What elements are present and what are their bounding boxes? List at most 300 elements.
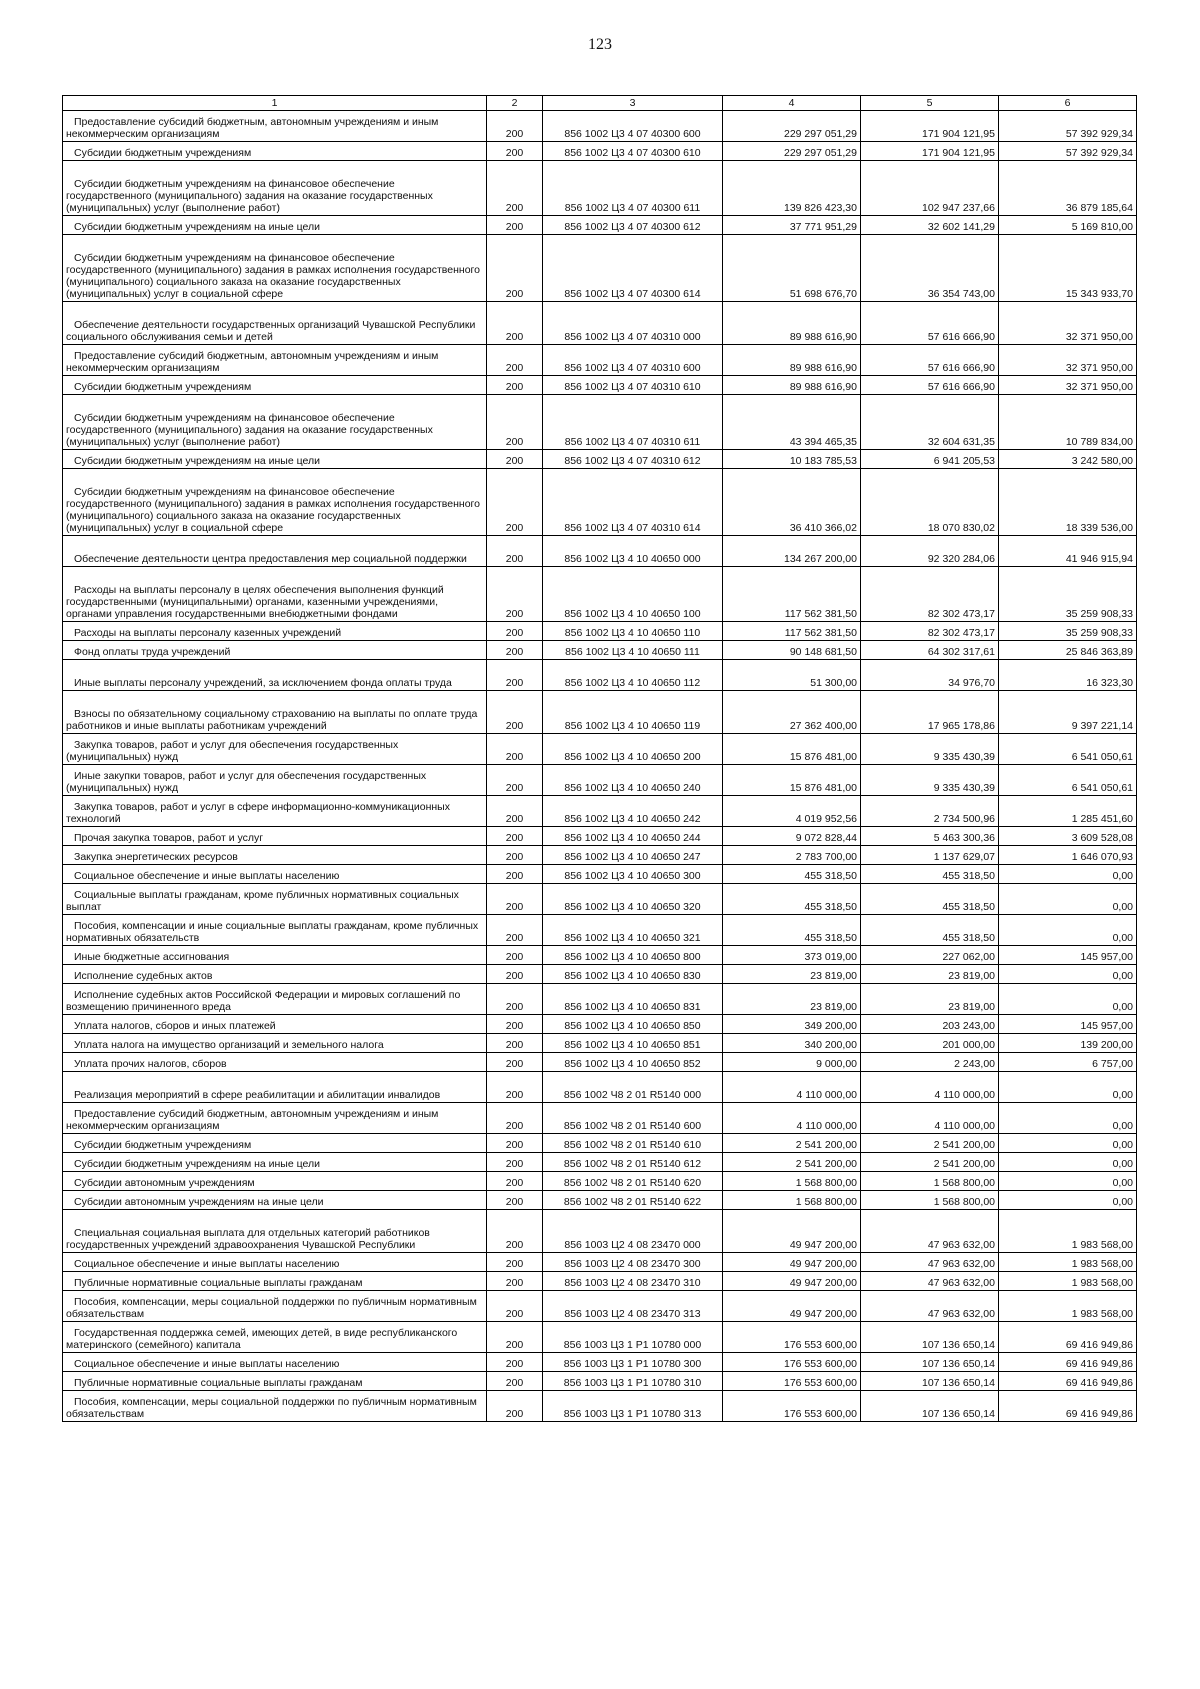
row-budget-code: 856 1003 Ц2 4 08 23470 313 <box>543 1291 723 1322</box>
row-admin-code: 200 <box>487 1053 543 1072</box>
budget-execution-table <box>62 95 1137 1422</box>
row-admin-code: 200 <box>487 827 543 846</box>
row-admin-code: 200 <box>487 1391 543 1422</box>
row-remaining-amount: 0,00 <box>999 1153 1137 1172</box>
row-name: Закупка энергетических ресурсов <box>63 846 487 865</box>
row-approved-amount: 89 988 616,90 <box>723 345 861 376</box>
row-approved-amount: 176 553 600,00 <box>723 1372 861 1391</box>
row-name: Социальные выплаты гражданам, кроме публичных нормативных социальных выплат <box>63 884 487 915</box>
row-remaining-amount: 16 323,30 <box>999 660 1137 691</box>
row-admin-code: 200 <box>487 345 543 376</box>
row-executed-amount: 82 302 473,17 <box>861 567 999 622</box>
row-name: Специальная социальная выплата для отдельных категорий работников государственных учреждений здравоохранения Чувашской Республики <box>63 1210 487 1253</box>
row-admin-code: 200 <box>487 216 543 235</box>
row-executed-amount: 455 318,50 <box>861 915 999 946</box>
row-admin-code: 200 <box>487 734 543 765</box>
table-row <box>63 1053 1137 1072</box>
row-name: Пособия, компенсации, меры социальной поддержки по публичным нормативным обязательствам <box>63 1391 487 1422</box>
row-admin-code: 200 <box>487 965 543 984</box>
column-number-row <box>63 96 1137 111</box>
row-budget-code: 856 1002 Ц3 4 10 40650 321 <box>543 915 723 946</box>
row-name: Пособия, компенсации и иные социальные выплаты гражданам, кроме публичных нормативных обязательств <box>63 915 487 946</box>
column-header: 2 <box>487 96 543 111</box>
row-budget-code: 856 1002 Ц3 4 10 40650 240 <box>543 765 723 796</box>
row-executed-amount: 23 819,00 <box>861 984 999 1015</box>
row-remaining-amount: 32 371 950,00 <box>999 345 1137 376</box>
row-admin-code: 200 <box>487 1272 543 1291</box>
row-admin-code: 200 <box>487 1291 543 1322</box>
row-name: Обеспечение деятельности центра предоставления мер социальной поддержки <box>63 536 487 567</box>
row-remaining-amount: 10 789 834,00 <box>999 395 1137 450</box>
table-row <box>63 846 1137 865</box>
table-row <box>63 536 1137 567</box>
row-admin-code: 200 <box>487 235 543 302</box>
row-name: Субсидии бюджетным учреждениям <box>63 142 487 161</box>
table-row <box>63 161 1137 216</box>
row-executed-amount: 34 976,70 <box>861 660 999 691</box>
row-admin-code: 200 <box>487 1015 543 1034</box>
row-approved-amount: 349 200,00 <box>723 1015 861 1034</box>
row-approved-amount: 49 947 200,00 <box>723 1210 861 1253</box>
row-name: Уплата налога на имущество организаций и земельного налога <box>63 1034 487 1053</box>
row-remaining-amount: 0,00 <box>999 1172 1137 1191</box>
row-name: Фонд оплаты труда учреждений <box>63 641 487 660</box>
row-executed-amount: 227 062,00 <box>861 946 999 965</box>
row-admin-code: 200 <box>487 796 543 827</box>
row-name: Обеспечение деятельности государственных организаций Чувашской Республики социального обслуживания семьи и детей <box>63 302 487 345</box>
row-name: Предоставление субсидий бюджетным, автономным учреждениям и иным некоммерческим организациям <box>63 1103 487 1134</box>
row-admin-code: 200 <box>487 161 543 216</box>
row-name: Социальное обеспечение и иные выплаты населению <box>63 865 487 884</box>
row-budget-code: 856 1002 Ц3 4 07 40300 600 <box>543 111 723 142</box>
row-remaining-amount: 1 983 568,00 <box>999 1272 1137 1291</box>
row-executed-amount: 47 963 632,00 <box>861 1253 999 1272</box>
row-remaining-amount: 0,00 <box>999 884 1137 915</box>
table-row <box>63 1034 1137 1053</box>
table-row <box>63 946 1137 965</box>
table-row <box>63 1372 1137 1391</box>
table-row <box>63 216 1137 235</box>
row-admin-code: 200 <box>487 395 543 450</box>
row-admin-code: 200 <box>487 846 543 865</box>
row-name: Субсидии автономным учреждениям на иные цели <box>63 1191 487 1210</box>
row-admin-code: 200 <box>487 1210 543 1253</box>
row-budget-code: 856 1002 Ц3 4 10 40650 111 <box>543 641 723 660</box>
row-budget-code: 856 1002 Ц3 4 10 40650 119 <box>543 691 723 734</box>
table-row <box>63 796 1137 827</box>
row-approved-amount: 139 826 423,30 <box>723 161 861 216</box>
row-executed-amount: 107 136 650,14 <box>861 1372 999 1391</box>
column-header: 6 <box>999 96 1137 111</box>
row-admin-code: 200 <box>487 111 543 142</box>
row-name: Расходы на выплаты персоналу в целях обеспечения выполнения функций государственными (муниципальными) органами, казенными учреждениями, органами управления государственными внебюджетными фондами <box>63 567 487 622</box>
row-executed-amount: 64 302 317,61 <box>861 641 999 660</box>
row-remaining-amount: 0,00 <box>999 1191 1137 1210</box>
row-name: Публичные нормативные социальные выплаты гражданам <box>63 1272 487 1291</box>
row-approved-amount: 49 947 200,00 <box>723 1291 861 1322</box>
row-executed-amount: 2 541 200,00 <box>861 1153 999 1172</box>
row-approved-amount: 90 148 681,50 <box>723 641 861 660</box>
row-remaining-amount: 69 416 949,86 <box>999 1353 1137 1372</box>
row-name: Иные бюджетные ассигнования <box>63 946 487 965</box>
table-row <box>63 641 1137 660</box>
row-approved-amount: 134 267 200,00 <box>723 536 861 567</box>
row-budget-code: 856 1002 Ц3 4 10 40650 100 <box>543 567 723 622</box>
row-budget-code: 856 1002 Ц3 4 10 40650 000 <box>543 536 723 567</box>
row-name: Предоставление субсидий бюджетным, автономным учреждениям и иным некоммерческим организациям <box>63 345 487 376</box>
row-approved-amount: 229 297 051,29 <box>723 142 861 161</box>
row-name: Субсидии бюджетным учреждениям на иные цели <box>63 216 487 235</box>
row-remaining-amount: 18 339 536,00 <box>999 469 1137 536</box>
row-budget-code: 856 1002 Ц3 4 10 40650 831 <box>543 984 723 1015</box>
row-approved-amount: 9 072 828,44 <box>723 827 861 846</box>
row-budget-code: 856 1002 Ч8 2 01 R5140 612 <box>543 1153 723 1172</box>
row-budget-code: 856 1002 Ч8 2 01 R5140 000 <box>543 1072 723 1103</box>
table-row <box>63 915 1137 946</box>
table-row <box>63 1353 1137 1372</box>
row-name: Прочая закупка товаров, работ и услуг <box>63 827 487 846</box>
row-admin-code: 200 <box>487 1191 543 1210</box>
row-approved-amount: 23 819,00 <box>723 984 861 1015</box>
row-executed-amount: 57 616 666,90 <box>861 302 999 345</box>
row-budget-code: 856 1002 Ц3 4 07 40310 614 <box>543 469 723 536</box>
row-budget-code: 856 1003 Ц3 1 Р1 10780 000 <box>543 1322 723 1353</box>
row-remaining-amount: 0,00 <box>999 1072 1137 1103</box>
row-admin-code: 200 <box>487 691 543 734</box>
row-name: Государственная поддержка семей, имеющих детей, в виде республиканского материнского (семейного) капитала <box>63 1322 487 1353</box>
row-admin-code: 200 <box>487 622 543 641</box>
row-name: Закупка товаров, работ и услуг в сфере информационно-коммуникационных технологий <box>63 796 487 827</box>
row-approved-amount: 15 876 481,00 <box>723 734 861 765</box>
row-name: Иные закупки товаров, работ и услуг для обеспечения государственных (муниципальных) нужд <box>63 765 487 796</box>
row-approved-amount: 2 783 700,00 <box>723 846 861 865</box>
row-name: Исполнение судебных актов <box>63 965 487 984</box>
row-budget-code: 856 1003 Ц3 1 Р1 10780 300 <box>543 1353 723 1372</box>
row-executed-amount: 18 070 830,02 <box>861 469 999 536</box>
row-name: Социальное обеспечение и иные выплаты населению <box>63 1253 487 1272</box>
row-executed-amount: 92 320 284,06 <box>861 536 999 567</box>
row-approved-amount: 176 553 600,00 <box>723 1322 861 1353</box>
row-executed-amount: 9 335 430,39 <box>861 765 999 796</box>
row-remaining-amount: 6 541 050,61 <box>999 765 1137 796</box>
row-budget-code: 856 1002 Ц3 4 07 40300 614 <box>543 235 723 302</box>
row-approved-amount: 51 300,00 <box>723 660 861 691</box>
row-executed-amount: 107 136 650,14 <box>861 1322 999 1353</box>
row-name: Уплата прочих налогов, сборов <box>63 1053 487 1072</box>
table-row <box>63 1253 1137 1272</box>
row-admin-code: 200 <box>487 376 543 395</box>
row-budget-code: 856 1002 Ц3 4 10 40650 800 <box>543 946 723 965</box>
row-budget-code: 856 1002 Ч8 2 01 R5140 622 <box>543 1191 723 1210</box>
table-row <box>63 1391 1137 1422</box>
table-row <box>63 1072 1137 1103</box>
row-budget-code: 856 1002 Ц3 4 07 40310 000 <box>543 302 723 345</box>
row-admin-code: 200 <box>487 567 543 622</box>
row-approved-amount: 89 988 616,90 <box>723 302 861 345</box>
row-budget-code: 856 1002 Ц3 4 10 40650 247 <box>543 846 723 865</box>
row-remaining-amount: 69 416 949,86 <box>999 1391 1137 1422</box>
row-executed-amount: 201 000,00 <box>861 1034 999 1053</box>
row-name: Субсидии бюджетным учреждениям <box>63 376 487 395</box>
row-remaining-amount: 0,00 <box>999 1134 1137 1153</box>
table-row <box>63 302 1137 345</box>
table-row <box>63 142 1137 161</box>
row-budget-code: 856 1002 Ц3 4 10 40650 300 <box>543 865 723 884</box>
row-remaining-amount: 32 371 950,00 <box>999 376 1137 395</box>
row-executed-amount: 82 302 473,17 <box>861 622 999 641</box>
row-budget-code: 856 1002 Ц3 4 10 40650 850 <box>543 1015 723 1034</box>
row-executed-amount: 2 541 200,00 <box>861 1134 999 1153</box>
row-remaining-amount: 15 343 933,70 <box>999 235 1137 302</box>
row-executed-amount: 4 110 000,00 <box>861 1072 999 1103</box>
row-approved-amount: 15 876 481,00 <box>723 765 861 796</box>
row-budget-code: 856 1002 Ц3 4 07 40310 612 <box>543 450 723 469</box>
row-executed-amount: 1 137 629,07 <box>861 846 999 865</box>
row-remaining-amount: 35 259 908,33 <box>999 622 1137 641</box>
row-executed-amount: 107 136 650,14 <box>861 1353 999 1372</box>
row-admin-code: 200 <box>487 1372 543 1391</box>
row-executed-amount: 47 963 632,00 <box>861 1272 999 1291</box>
page-number: 123 <box>588 36 612 53</box>
row-name: Расходы на выплаты персоналу казенных учреждений <box>63 622 487 641</box>
row-remaining-amount: 1 983 568,00 <box>999 1210 1137 1253</box>
row-approved-amount: 36 410 366,02 <box>723 469 861 536</box>
row-remaining-amount: 6 541 050,61 <box>999 734 1137 765</box>
row-remaining-amount: 32 371 950,00 <box>999 302 1137 345</box>
row-budget-code: 856 1002 Ц3 4 10 40650 852 <box>543 1053 723 1072</box>
table-row <box>63 1153 1137 1172</box>
row-name: Субсидии бюджетным учреждениям на финансовое обеспечение государственного (муниципального) задания на оказание государственных (муниципальных) услуг (выполнение работ) <box>63 161 487 216</box>
row-name: Уплата налогов, сборов и иных платежей <box>63 1015 487 1034</box>
row-executed-amount: 36 354 743,00 <box>861 235 999 302</box>
row-remaining-amount: 69 416 949,86 <box>999 1322 1137 1353</box>
row-budget-code: 856 1002 Ц3 4 10 40650 244 <box>543 827 723 846</box>
row-remaining-amount: 1 646 070,93 <box>999 846 1137 865</box>
table-row <box>63 345 1137 376</box>
row-name: Пособия, компенсации, меры социальной поддержки по публичным нормативным обязательствам <box>63 1291 487 1322</box>
row-remaining-amount: 1 285 451,60 <box>999 796 1137 827</box>
table-row <box>63 984 1137 1015</box>
row-remaining-amount: 36 879 185,64 <box>999 161 1137 216</box>
row-approved-amount: 4 110 000,00 <box>723 1072 861 1103</box>
row-admin-code: 200 <box>487 1253 543 1272</box>
table-row <box>63 1134 1137 1153</box>
table-row <box>63 376 1137 395</box>
row-name: Закупка товаров, работ и услуг для обеспечения государственных (муниципальных) нужд <box>63 734 487 765</box>
table-row <box>63 660 1137 691</box>
table-row <box>63 1103 1137 1134</box>
table-row <box>63 1191 1137 1210</box>
row-remaining-amount: 6 757,00 <box>999 1053 1137 1072</box>
table-row <box>63 395 1137 450</box>
row-executed-amount: 1 568 800,00 <box>861 1172 999 1191</box>
row-executed-amount: 455 318,50 <box>861 865 999 884</box>
row-approved-amount: 9 000,00 <box>723 1053 861 1072</box>
row-budget-code: 856 1003 Ц2 4 08 23470 000 <box>543 1210 723 1253</box>
table-row <box>63 235 1137 302</box>
row-executed-amount: 57 616 666,90 <box>861 376 999 395</box>
row-approved-amount: 1 568 800,00 <box>723 1172 861 1191</box>
row-admin-code: 200 <box>487 884 543 915</box>
row-budget-code: 856 1002 Ц3 4 07 40310 611 <box>543 395 723 450</box>
row-budget-code: 856 1002 Ц3 4 10 40650 112 <box>543 660 723 691</box>
row-remaining-amount: 0,00 <box>999 984 1137 1015</box>
row-budget-code: 856 1002 Ц3 4 10 40650 320 <box>543 884 723 915</box>
row-budget-code: 856 1003 Ц2 4 08 23470 310 <box>543 1272 723 1291</box>
row-approved-amount: 1 568 800,00 <box>723 1191 861 1210</box>
row-budget-code: 856 1002 Ц3 4 07 40300 612 <box>543 216 723 235</box>
row-executed-amount: 47 963 632,00 <box>861 1291 999 1322</box>
row-budget-code: 856 1002 Ц3 4 10 40650 830 <box>543 965 723 984</box>
table-row <box>63 1015 1137 1034</box>
table-row <box>63 765 1137 796</box>
row-name: Исполнение судебных актов Российской Федерации и мировых соглашений по возмещению причиненного вреда <box>63 984 487 1015</box>
row-approved-amount: 176 553 600,00 <box>723 1391 861 1422</box>
row-executed-amount: 203 243,00 <box>861 1015 999 1034</box>
row-name: Иные выплаты персоналу учреждений, за исключением фонда оплаты труда <box>63 660 487 691</box>
row-approved-amount: 455 318,50 <box>723 915 861 946</box>
row-approved-amount: 455 318,50 <box>723 884 861 915</box>
row-admin-code: 200 <box>487 450 543 469</box>
row-admin-code: 200 <box>487 142 543 161</box>
row-admin-code: 200 <box>487 660 543 691</box>
row-approved-amount: 27 362 400,00 <box>723 691 861 734</box>
row-executed-amount: 47 963 632,00 <box>861 1210 999 1253</box>
row-executed-amount: 9 335 430,39 <box>861 734 999 765</box>
row-approved-amount: 51 698 676,70 <box>723 235 861 302</box>
row-approved-amount: 117 562 381,50 <box>723 567 861 622</box>
row-admin-code: 200 <box>487 984 543 1015</box>
row-approved-amount: 23 819,00 <box>723 965 861 984</box>
row-approved-amount: 2 541 200,00 <box>723 1134 861 1153</box>
column-header: 4 <box>723 96 861 111</box>
row-name: Субсидии бюджетным учреждениям на финансовое обеспечение государственного (муниципального) задания на оказание государственных (муниципальных) услуг (выполнение работ) <box>63 395 487 450</box>
row-budget-code: 856 1002 Ц3 4 10 40650 200 <box>543 734 723 765</box>
table-row <box>63 1210 1137 1253</box>
row-name: Субсидии бюджетным учреждениям на финансовое обеспечение государственного (муниципального) задания в рамках исполнения государственного (муниципального) социального заказа на оказание государственных (муниципальных) услуг в социальной сфере <box>63 469 487 536</box>
table-row <box>63 622 1137 641</box>
row-executed-amount: 455 318,50 <box>861 884 999 915</box>
table-row <box>63 865 1137 884</box>
row-budget-code: 856 1002 Ц3 4 10 40650 110 <box>543 622 723 641</box>
row-budget-code: 856 1002 Ч8 2 01 R5140 610 <box>543 1134 723 1153</box>
table-row <box>63 1272 1137 1291</box>
row-name: Взносы по обязательному социальному страхованию на выплаты по оплате труда работников и иные выплаты работникам учреждений <box>63 691 487 734</box>
row-budget-code: 856 1003 Ц3 1 Р1 10780 313 <box>543 1391 723 1422</box>
row-admin-code: 200 <box>487 469 543 536</box>
row-admin-code: 200 <box>487 1322 543 1353</box>
row-approved-amount: 229 297 051,29 <box>723 111 861 142</box>
row-name: Предоставление субсидий бюджетным, автономным учреждениям и иным некоммерческим организациям <box>63 111 487 142</box>
row-approved-amount: 4 110 000,00 <box>723 1103 861 1134</box>
row-approved-amount: 340 200,00 <box>723 1034 861 1053</box>
row-approved-amount: 49 947 200,00 <box>723 1272 861 1291</box>
row-executed-amount: 2 243,00 <box>861 1053 999 1072</box>
row-executed-amount: 2 734 500,96 <box>861 796 999 827</box>
row-executed-amount: 171 904 121,95 <box>861 142 999 161</box>
row-remaining-amount: 1 983 568,00 <box>999 1291 1137 1322</box>
row-remaining-amount: 9 397 221,14 <box>999 691 1137 734</box>
row-remaining-amount: 1 983 568,00 <box>999 1253 1137 1272</box>
table-row <box>63 827 1137 846</box>
row-executed-amount: 171 904 121,95 <box>861 111 999 142</box>
table-row <box>63 111 1137 142</box>
row-name: Социальное обеспечение и иные выплаты населению <box>63 1353 487 1372</box>
table-row <box>63 1291 1137 1322</box>
row-name: Субсидии бюджетным учреждениям на иные цели <box>63 1153 487 1172</box>
row-remaining-amount: 145 957,00 <box>999 1015 1137 1034</box>
row-budget-code: 856 1003 Ц2 4 08 23470 300 <box>543 1253 723 1272</box>
row-approved-amount: 37 771 951,29 <box>723 216 861 235</box>
row-approved-amount: 43 394 465,35 <box>723 395 861 450</box>
column-header: 3 <box>543 96 723 111</box>
row-executed-amount: 23 819,00 <box>861 965 999 984</box>
row-name: Субсидии бюджетным учреждениям на финансовое обеспечение государственного (муниципального) задания в рамках исполнения государственного (муниципального) социального заказа на оказание государственных (муниципальных) услуг в социальной сфере <box>63 235 487 302</box>
row-executed-amount: 57 616 666,90 <box>861 345 999 376</box>
table-row <box>63 1172 1137 1191</box>
row-approved-amount: 2 541 200,00 <box>723 1153 861 1172</box>
row-executed-amount: 5 463 300,36 <box>861 827 999 846</box>
column-header: 5 <box>861 96 999 111</box>
row-admin-code: 200 <box>487 302 543 345</box>
row-remaining-amount: 0,00 <box>999 1103 1137 1134</box>
row-remaining-amount: 0,00 <box>999 915 1137 946</box>
row-executed-amount: 32 602 141,29 <box>861 216 999 235</box>
row-remaining-amount: 35 259 908,33 <box>999 567 1137 622</box>
row-admin-code: 200 <box>487 865 543 884</box>
row-admin-code: 200 <box>487 1153 543 1172</box>
row-remaining-amount: 145 957,00 <box>999 946 1137 965</box>
row-remaining-amount: 57 392 929,34 <box>999 142 1137 161</box>
row-executed-amount: 102 947 237,66 <box>861 161 999 216</box>
row-admin-code: 200 <box>487 1034 543 1053</box>
row-approved-amount: 49 947 200,00 <box>723 1253 861 1272</box>
row-admin-code: 200 <box>487 1134 543 1153</box>
row-budget-code: 856 1002 Ц3 4 07 40310 600 <box>543 345 723 376</box>
row-executed-amount: 6 941 205,53 <box>861 450 999 469</box>
table-row <box>63 965 1137 984</box>
row-executed-amount: 32 604 631,35 <box>861 395 999 450</box>
row-approved-amount: 4 019 952,56 <box>723 796 861 827</box>
row-approved-amount: 117 562 381,50 <box>723 622 861 641</box>
row-admin-code: 200 <box>487 1353 543 1372</box>
row-approved-amount: 89 988 616,90 <box>723 376 861 395</box>
table-row <box>63 450 1137 469</box>
table-row <box>63 691 1137 734</box>
row-budget-code: 856 1002 Ц3 4 07 40300 610 <box>543 142 723 161</box>
row-executed-amount: 1 568 800,00 <box>861 1191 999 1210</box>
row-budget-code: 856 1002 Ч8 2 01 R5140 600 <box>543 1103 723 1134</box>
table-row <box>63 469 1137 536</box>
row-name: Субсидии автономным учреждениям <box>63 1172 487 1191</box>
row-approved-amount: 455 318,50 <box>723 865 861 884</box>
row-remaining-amount: 69 416 949,86 <box>999 1372 1137 1391</box>
row-remaining-amount: 57 392 929,34 <box>999 111 1137 142</box>
row-remaining-amount: 139 200,00 <box>999 1034 1137 1053</box>
row-name: Публичные нормативные социальные выплаты гражданам <box>63 1372 487 1391</box>
row-admin-code: 200 <box>487 946 543 965</box>
row-approved-amount: 176 553 600,00 <box>723 1353 861 1372</box>
row-remaining-amount: 3 609 528,08 <box>999 827 1137 846</box>
row-executed-amount: 107 136 650,14 <box>861 1391 999 1422</box>
row-admin-code: 200 <box>487 641 543 660</box>
row-remaining-amount: 5 169 810,00 <box>999 216 1137 235</box>
row-admin-code: 200 <box>487 1072 543 1103</box>
row-remaining-amount: 0,00 <box>999 865 1137 884</box>
row-admin-code: 200 <box>487 536 543 567</box>
row-executed-amount: 4 110 000,00 <box>861 1103 999 1134</box>
row-approved-amount: 373 019,00 <box>723 946 861 965</box>
